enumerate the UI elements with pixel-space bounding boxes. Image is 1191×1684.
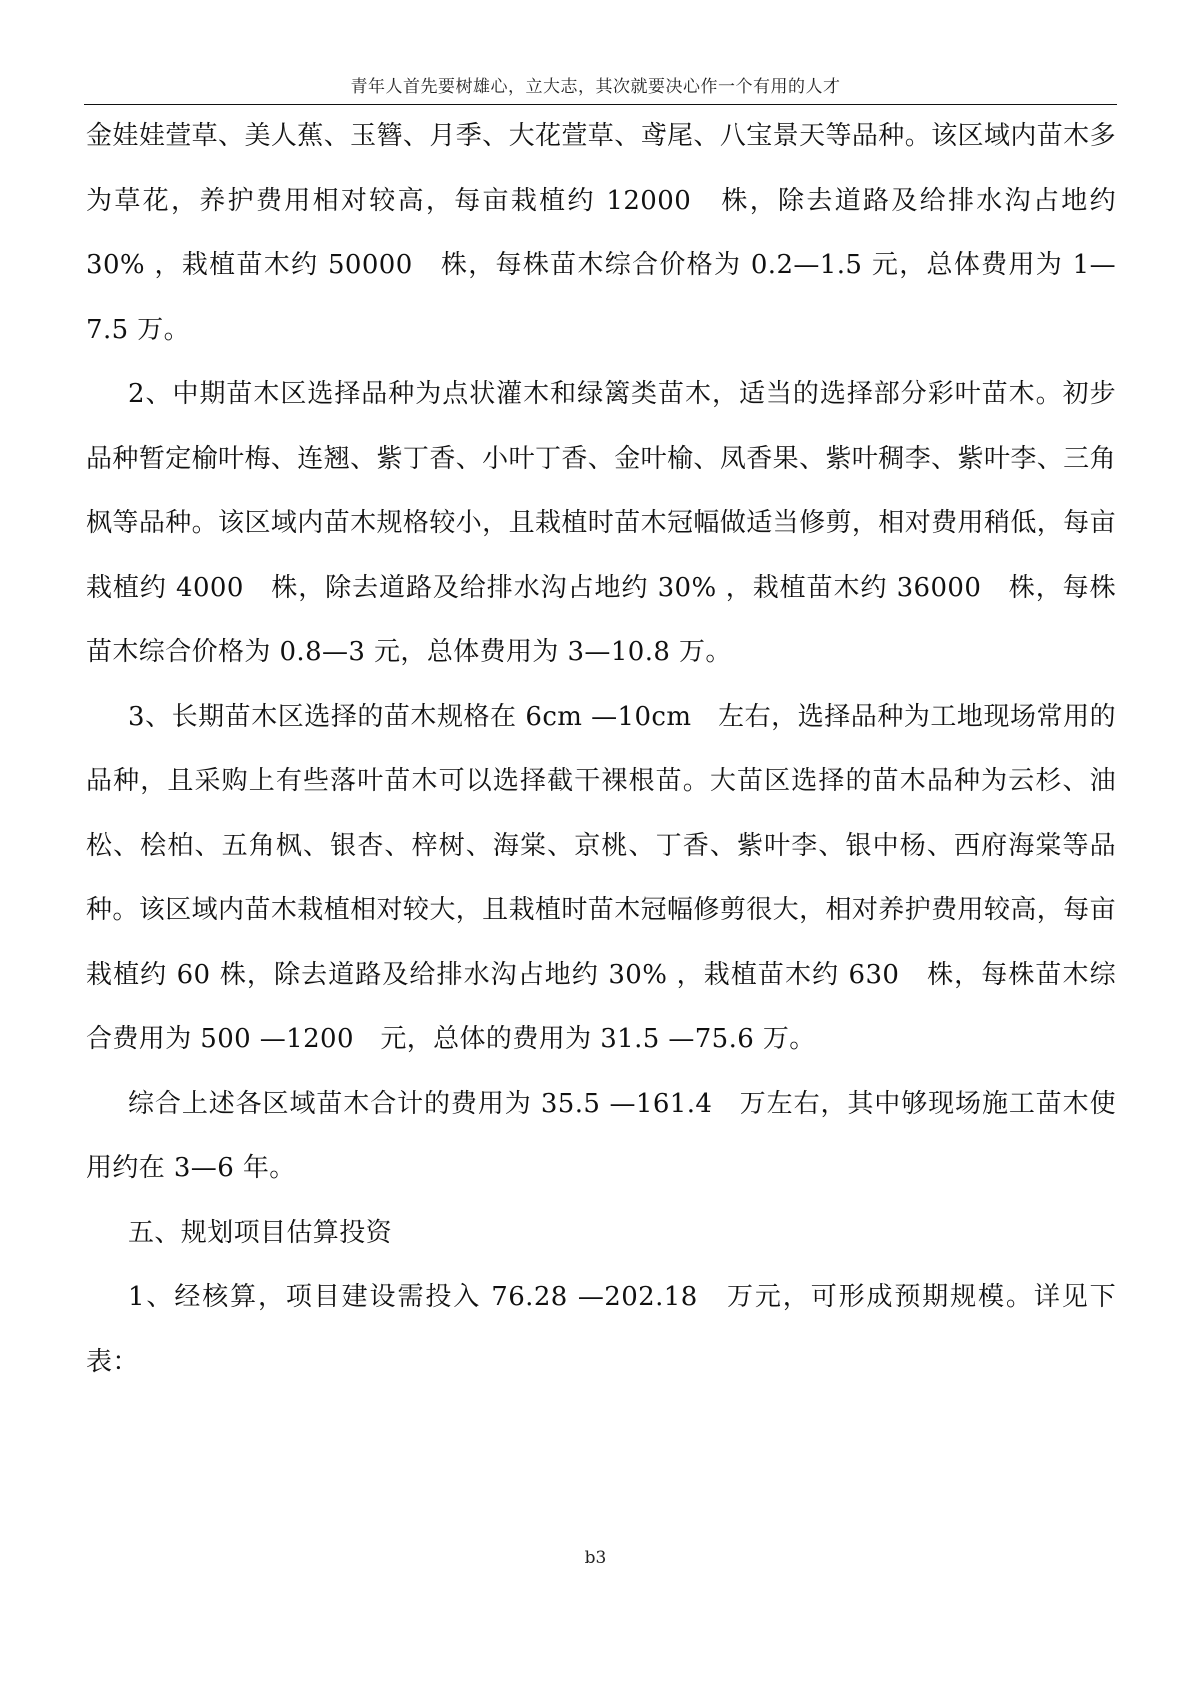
paragraph-investment-total: 1、经核算，项目建设需投入 76.28 —202.18 万元，可形成预期规模。详见下表： — [86, 1282, 1116, 1377]
page-number: b3 — [584, 1548, 607, 1568]
document-body — [86, 104, 1116, 1394]
paragraph-mid-term-zone: 2、中期苗木区选择品种为点状灌木和绿篱类苗木，适当的选择部分彩叶苗木。初步品种暂定榆叶梅、连翘、紫丁香、小叶丁香、金叶榆、凤香果、紫叶稠李、紫叶李、三角枫等品种。该区域内苗木规格较小，且栽植时苗木冠幅做适当修剪，相对费用稍低，每亩栽植约 4000 株，除去道路及给排水沟占地约 30% ，栽植苗木约 36000 株，每株苗木综合价格为 0.8—3 元，总体费用为 3—10.8 万。 — [86, 379, 1116, 667]
paragraph-long-term-zone: 3、长期苗木区选择的苗木规格在 6cm —10cm 左右，选择品种为工地现场常用的品种，且采购上有些落叶苗木可以选择截干裸根苗。大苗区选择的苗木品种为云杉、油松、桧柏、五角枫、银杏、梓树、海棠、京桃、丁香、紫叶李、银中杨、西府海棠等品种。该区域内苗木栽植相对较大，且栽植时苗木冠幅修剪很大，相对养护费用较高，每亩栽植约 60 株，除去道路及给排水沟占地约 30% ，栽植苗木约 630 株，每株苗木综合费用为 500 —1200 元，总体的费用为 31.5 —75.6 万。 — [86, 701, 1116, 1054]
paragraph-herbaceous-zone: 金娃娃萱草、美人蕉、玉簪、月季、大花萱草、鸢尾、八宝景天等品种。该区域内苗木多为草花，养护费用相对较高，每亩栽植约 12000 株，除去道路及给排水沟占地约 30% ，栽植苗木约 50000 株，每株苗木综合价格为 0.2—1.5 元，总体费用为 1—7.5 万。 — [86, 121, 1116, 345]
paragraph-cost-summary: 综合上述各区域苗木合计的费用为 35.5 —161.4 万左右，其中够现场施工苗木使用约在 3—6 年。 — [86, 1088, 1116, 1183]
page-header-motto: 青年人首先要树雄心，立大志，其次就要决心作一个有用的人才 — [350, 77, 841, 97]
section-heading-investment: 五、规划项目估算投资 — [128, 1217, 393, 1248]
